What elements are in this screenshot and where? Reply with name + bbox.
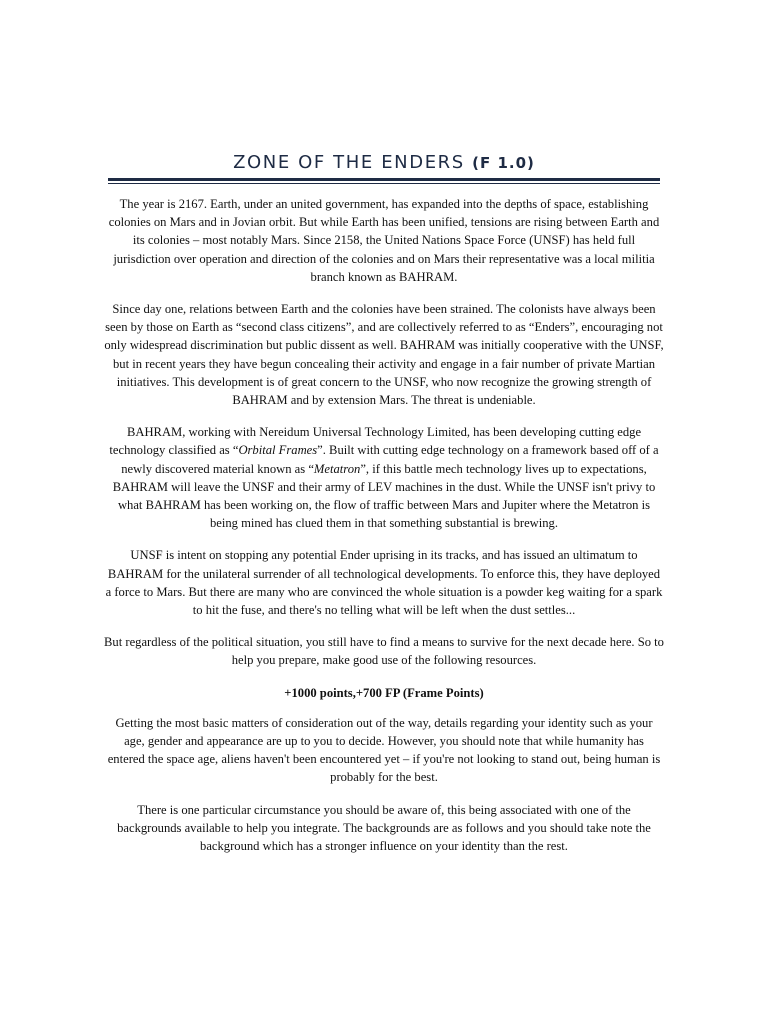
version-label: (F 1.0) [472, 154, 535, 172]
title-block [0, 152, 768, 173]
paragraph-relations: Since day one, relations between Earth and the colonies have been strained. The colonists have always been seen by those on Earth as “second class citizens”, and are collectively referred to as “Enders”, encouraging not only widespread discrimination but public dissent as well. BAHRAM was initially cooperative with the UNSF, but in recent years they have begun concealing their activity and engage in a fair number of private Martian initiatives. This development is of great concern to the UNSF, who now recognize the growing strength of BAHRAM and by extension Mars. The threat is undeniable. [104, 302, 664, 408]
paragraph-orbital-frames [104, 423, 664, 532]
paragraph-text: ”. Built with cutting edge technology on a framework based off of a newly discovered material known as “ [121, 443, 659, 476]
title-text: ZONE OF THE ENDERS [233, 152, 465, 173]
title-divider-thick [108, 178, 660, 181]
paragraph-resources: But regardless of the political situation, you still have to find a means to survive for the next decade here. So to help you prepare, make good use of the following resources. [104, 635, 664, 668]
paragraph-text: BAHRAM, working with Nereidum Universal Technology Limited, has been developing cutting edge technology classified as “ [109, 425, 642, 458]
orbital-frames-term: Orbital Frames [238, 443, 318, 458]
document-body [104, 195, 664, 869]
paragraph-backgrounds: There is one particular circumstance you should be aware of, this being associated with one of the backgrounds available to help you integrate. The backgrounds are as follows and you should take note the background which has a stronger influence on your identity than the rest. [117, 802, 651, 854]
title-divider-thin [108, 183, 660, 184]
paragraph-identity: Getting the most basic matters of consideration out of the way, details regarding your identity such as your age, gender and appearance are up to you to decide. However, you should note that while humanity has entered the space age, aliens haven't been encountered yet – if you're not looking to stand out, being human is probably for the best. [107, 715, 661, 785]
paragraph-ultimatum: UNSF is intent on stopping any potential Ender uprising in its tracks, and has issued an ultimatum to BAHRAM for the unilateral surrender of all technological developments. To enforce this, they have deployed a force to Mars. But there are many who are convinced the whole situation is a powder keg waiting for a spark to hit the fuse, and there's no telling what will be left when the dust settles... [105, 548, 663, 618]
points-line: +1000 points,+700 FP (Frame Points) [284, 685, 484, 700]
metatron-term: Metatron [313, 461, 361, 476]
paragraph-intro: The year is 2167. Earth, under an united government, has expanded into the depths of space, establishing colonies on Mars and in Jovian orbit. But while Earth has been unified, tensions are rising between Earth and its colonies – most notably Mars. Since 2158, the United Nations Space Force (UNSF) has held full jurisdiction over operation and direction of the colonies and on Mars their representative was a local militia branch known as BAHRAM. [108, 197, 660, 284]
document-title [233, 152, 535, 173]
paragraph-text: ”, if this battle mech technology lives up to expectations, BAHRAM will leave the UNSF and their army of LEV machines in the dust. While the UNSF isn't privy to what BAHRAM has been working on, the flow of traffic between Mars and Jupiter where the Metatron is being mined has clued them in that something substantial is brewing. [112, 461, 656, 531]
